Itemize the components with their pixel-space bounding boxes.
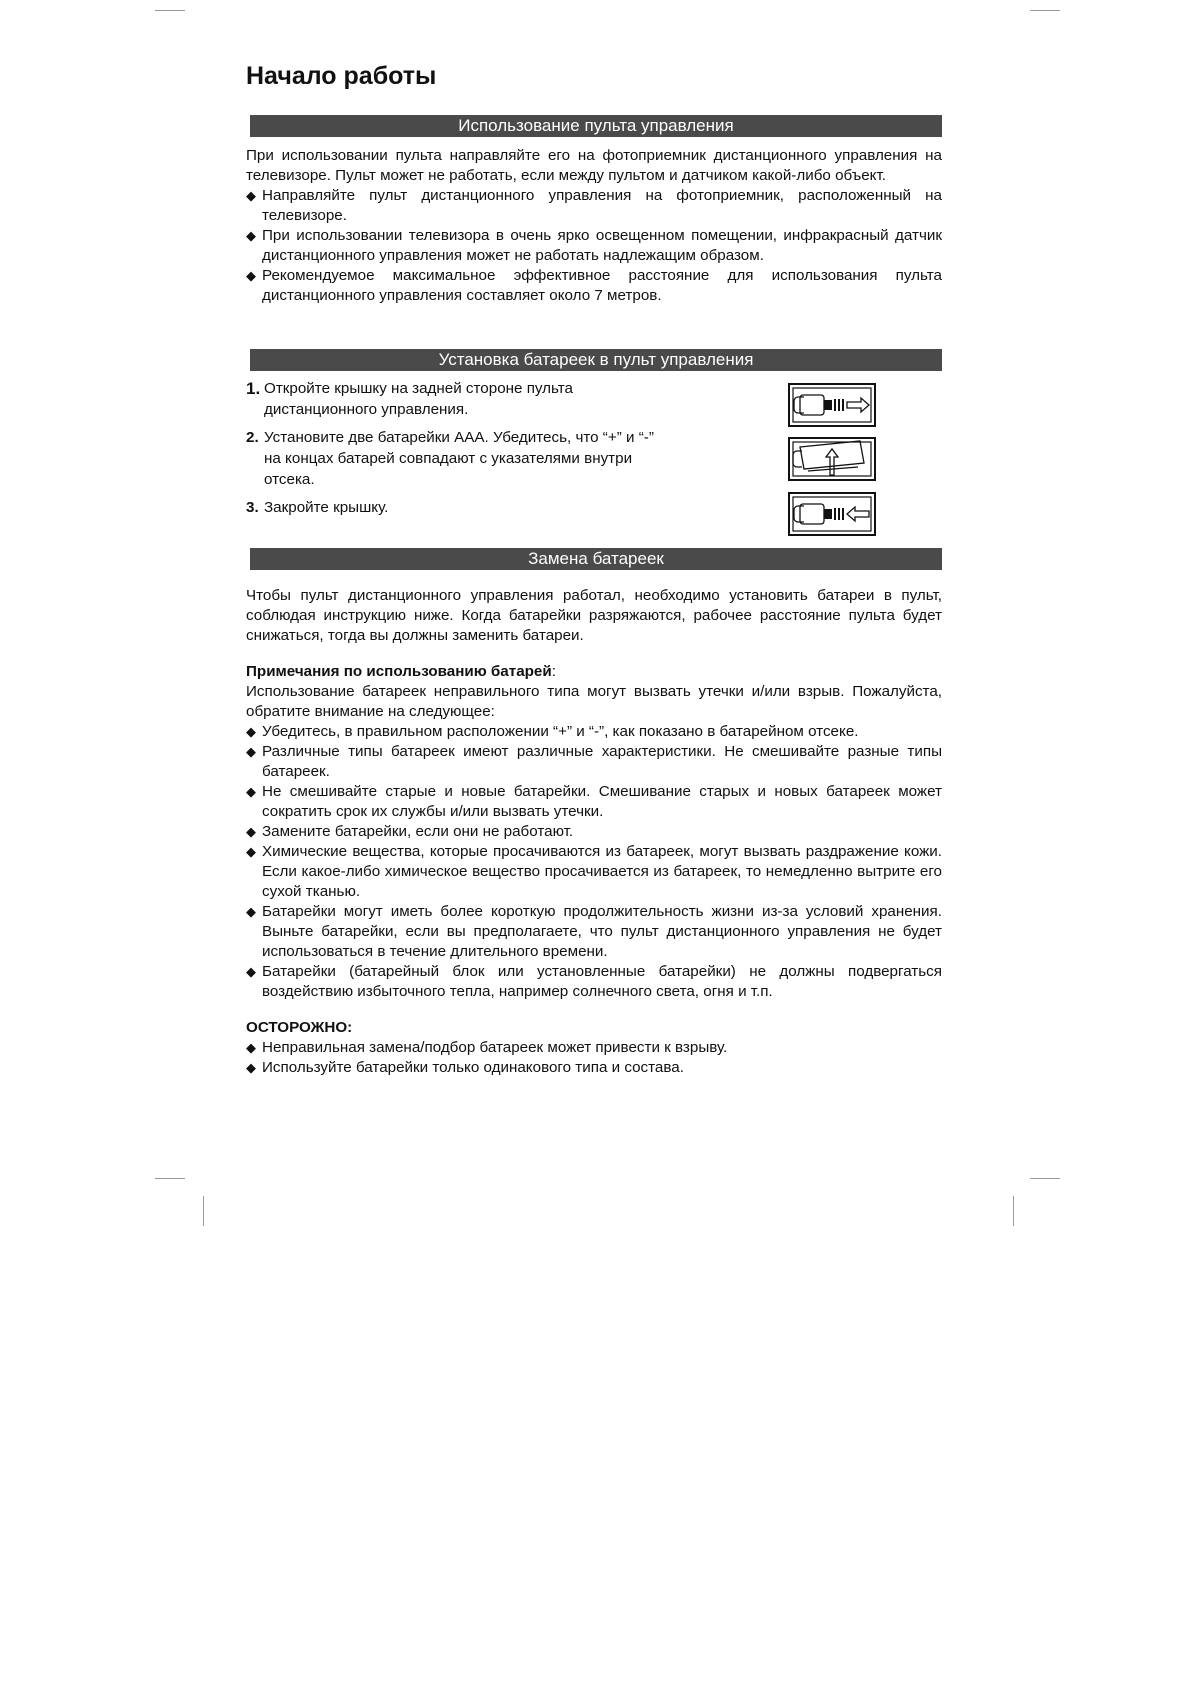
crop-mark	[203, 1196, 204, 1226]
diamond-bullet-icon: ◆	[246, 904, 256, 919]
list-item: ◆ Батарейки (батарейный блок или установленные батарейки) не должны подвергаться воздействию избыточного тепла, например солнечного света, огня и т.п.	[246, 963, 942, 1000]
crop-mark	[155, 10, 185, 11]
notes-heading: Примечания по использованию батарей:	[246, 663, 556, 680]
caution-heading: ОСТОРОЖНО:	[246, 1019, 353, 1036]
step-text: Установите две батарейки AAA. Убедитесь, что “+” и “-” на концах батарей совпадают с указателями внутри отсека.	[264, 429, 654, 488]
diamond-bullet-icon: ◆	[246, 188, 256, 203]
diamond-bullet-icon: ◆	[246, 824, 256, 839]
list-item: ◆ Химические вещества, которые просачиваются из батареек, могут вызвать раздражение кожи. Если какое-либо химическое вещество просачивается из батареек, то немедленно вытрите его сухой тканью.	[246, 843, 942, 900]
diamond-bullet-icon: ◆	[246, 228, 256, 243]
step-number: 2.	[246, 429, 259, 446]
page-title: Начало работы	[246, 62, 437, 90]
battery-replace-intro: Чтобы пульт дистанционного управления работал, необходимо установить батареи в пульт, соблюдая инструкцию ниже. Когда батарейки разряжаются, рабочее расстояние пульта будет снижаться, тогда вы должны заменить батареи.	[246, 587, 942, 644]
battery-cover-close-icon	[788, 492, 876, 536]
battery-replace-body	[246, 586, 942, 1078]
notes-intro: Использование батареек неправильного типа могут вызвать утечки и/или взрыв. Пожалуйста, обратите внимание на следующее:	[246, 683, 942, 720]
section-header-battery-replace: Замена батареек	[250, 548, 942, 570]
diamond-bullet-icon: ◆	[246, 1060, 256, 1075]
crop-mark	[1030, 1178, 1060, 1179]
step-item	[246, 497, 686, 518]
diamond-bullet-icon: ◆	[246, 724, 256, 739]
step-item	[246, 378, 624, 420]
remote-use-bullets	[246, 186, 942, 306]
diamond-bullet-icon: ◆	[246, 964, 256, 979]
crop-mark	[155, 1178, 185, 1179]
list-item: ◆ Рекомендуемое максимальное эффективное расстояние для использования пульта дистанционного управления составляет около 7 метров.	[246, 267, 942, 304]
step-number: 1.	[246, 379, 261, 398]
diamond-bullet-icon: ◆	[246, 268, 256, 283]
diamond-bullet-icon: ◆	[246, 1040, 256, 1055]
battery-cover-open-icon	[788, 383, 876, 427]
list-item: ◆ При использовании телевизора в очень ярко освещенном помещении, инфракрасный датчик дистанционного управления может не работать надлежащим образом.	[246, 227, 942, 264]
diamond-bullet-icon: ◆	[246, 784, 256, 799]
step-number: 3.	[246, 499, 259, 516]
list-item: ◆ Различные типы батареек имеют различные характеристики. Не смешивайте разные типы батареек.	[246, 743, 942, 780]
list-item: ◆ Убедитесь, в правильном расположении “+” и “-”, как показано в батарейном отсеке.	[246, 723, 859, 740]
notes-list	[246, 722, 942, 1002]
diamond-bullet-icon: ◆	[246, 844, 256, 859]
list-item: ◆ Используйте батарейки только одинакового типа и состава.	[246, 1059, 684, 1076]
list-item: ◆ Замените батарейки, если они не работают.	[246, 823, 574, 840]
crop-mark	[1030, 10, 1060, 11]
section-header-remote-use: Использование пульта управления	[250, 115, 942, 137]
step-text: Закройте крышку.	[264, 499, 389, 516]
list-item: ◆ Неправильная замена/подбор батареек может привести к взрыву.	[246, 1039, 728, 1056]
list-item: ◆ Батарейки могут иметь более короткую продолжительность жизни из-за условий хранения. Выньте батарейки, если вы предполагаете, что пульт дистанционного управления не будет использоваться в течение длительного времени.	[246, 903, 942, 960]
remote-use-body	[246, 146, 942, 306]
step-text: Откройте крышку на задней стороне пульта дистанционного управления.	[264, 380, 573, 418]
list-item: ◆ Не смешивайте старые и новые батарейки. Смешивание старых и новых батареек может сократить срок их службы и/или вызвать утечки.	[246, 783, 942, 820]
remote-use-intro: При использовании пульта направляйте его на фотоприемник дистанционного управления на телевизоре. Пульт может не работать, если между пультом и датчиком какой-либо объект.	[246, 147, 942, 184]
crop-mark	[1013, 1196, 1014, 1226]
list-item: ◆ Направляйте пульт дистанционного управления на фотоприемник, расположенный на телевизоре.	[246, 187, 942, 224]
step-item	[246, 427, 664, 490]
caution-list	[246, 1038, 942, 1078]
battery-install-steps	[246, 378, 686, 518]
diamond-bullet-icon: ◆	[246, 744, 256, 759]
section-header-battery-install: Установка батареек в пульт управления	[250, 349, 942, 371]
battery-insert-icon	[788, 437, 876, 481]
